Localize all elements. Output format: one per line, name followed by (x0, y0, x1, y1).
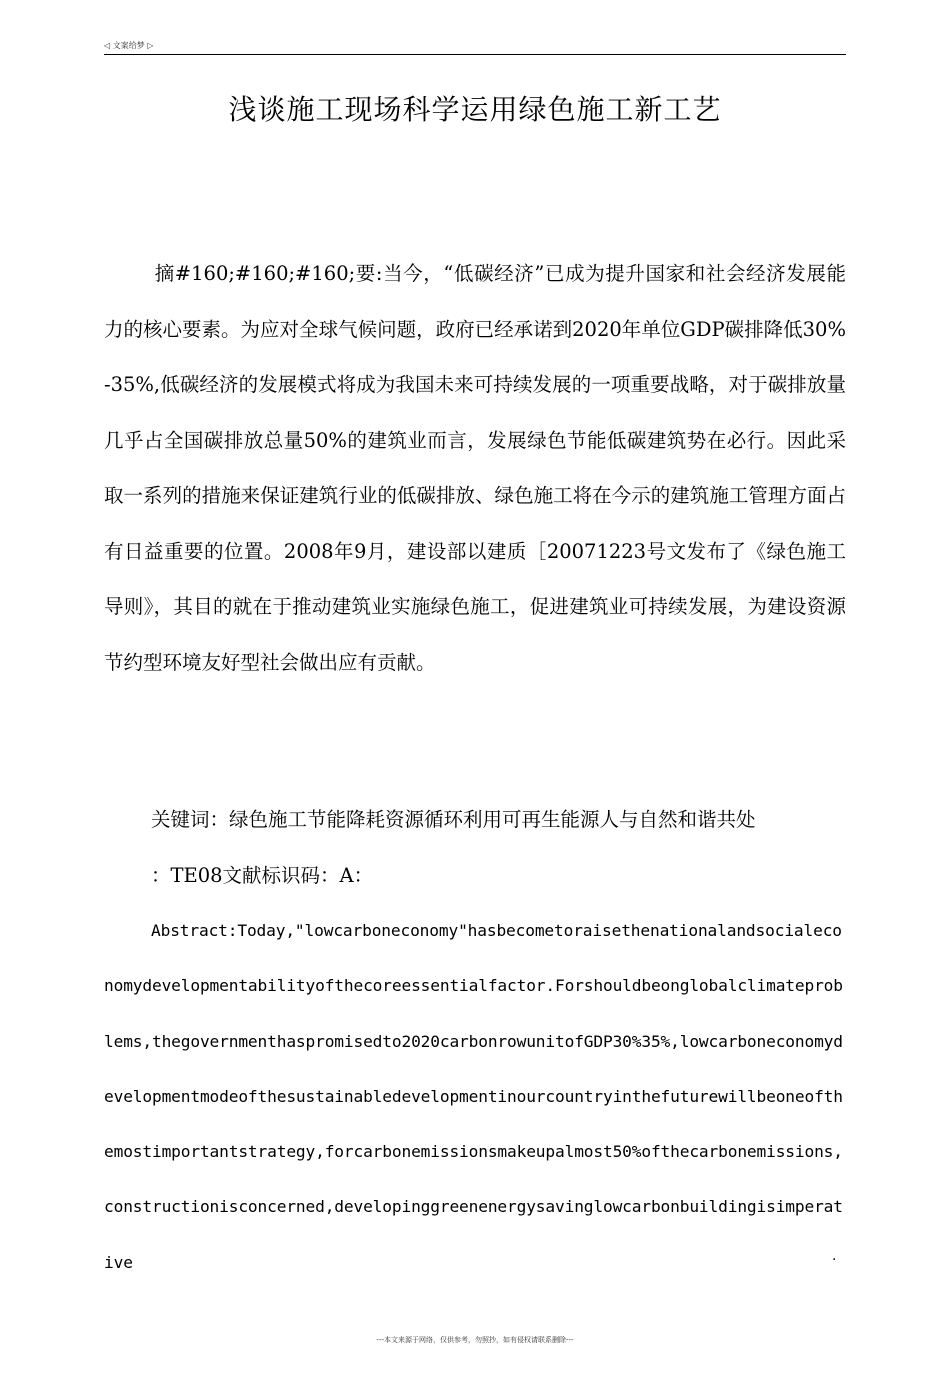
abstract-paragraph: 摘#160;#160;#160;要:当今，“低碳经济”已成为提升国家和社会经济发展能力的核心要素。为应对全球气候问题，政府已经承诺到2020年单位GDP碳排降低30%-35%,低碳经济的发展模式将成为我国未来可持续发展的一项重要战略，对于碳排放量几乎占全国碳排放总量50%的建筑业而言，发展绿色节能低碳建筑势在必行。因此采取一系列的措施来保证建筑行业的低碳排放、绿色施工将在今示的建筑施工管理方面占有日益重要的位置。2008年9月，建设部以建质［20071223号文发布了《绿色施工导则》，其目的就在于推动建筑业实施绿色施工，促进建筑业可持续发展，为建设资源节约型环境友好型社会做出应有贡献。 (104, 262, 846, 674)
header-divider (104, 54, 846, 55)
english-abstract-paragraph: Abstract:Today,"lowcarboneconomy"hasbecometoraisethenationalandsocialeconomydevelopmentabilityofthecoreessentialfactor.Forshouldbeonglobalclimateproblems,thegovernmenthaspromisedto2020carbonrowunitofGDP30%35%,lowcarboneconomydevelopmentmodeofthesustainabledevelopmentinourcountryinthefuturewillbeoneofthemostimportantstrategy,forcarbonemissionsmakeupalmost50%ofthecarbonemissions,constructionisconcerned,developinggreenenergysavinglowcarbonbuildingisimperative (104, 921, 843, 1272)
trailing-mark: · (832, 1252, 837, 1268)
keywords-line: 关键词：绿色施工节能降耗资源循环利用可再生能源人与自然和谐共处 (151, 808, 756, 831)
classification-line: ：TE08文献标识码：A： (151, 864, 374, 887)
document-title: 浅谈施工现场科学运用绿色施工新工艺 (228, 93, 722, 126)
page-footer: ---本文来源于网络，仅供参考，勿照抄，如有侵权请联系删除--- (376, 1336, 574, 1344)
page-header: ◁ 文案给梦 ▷ (104, 41, 154, 50)
